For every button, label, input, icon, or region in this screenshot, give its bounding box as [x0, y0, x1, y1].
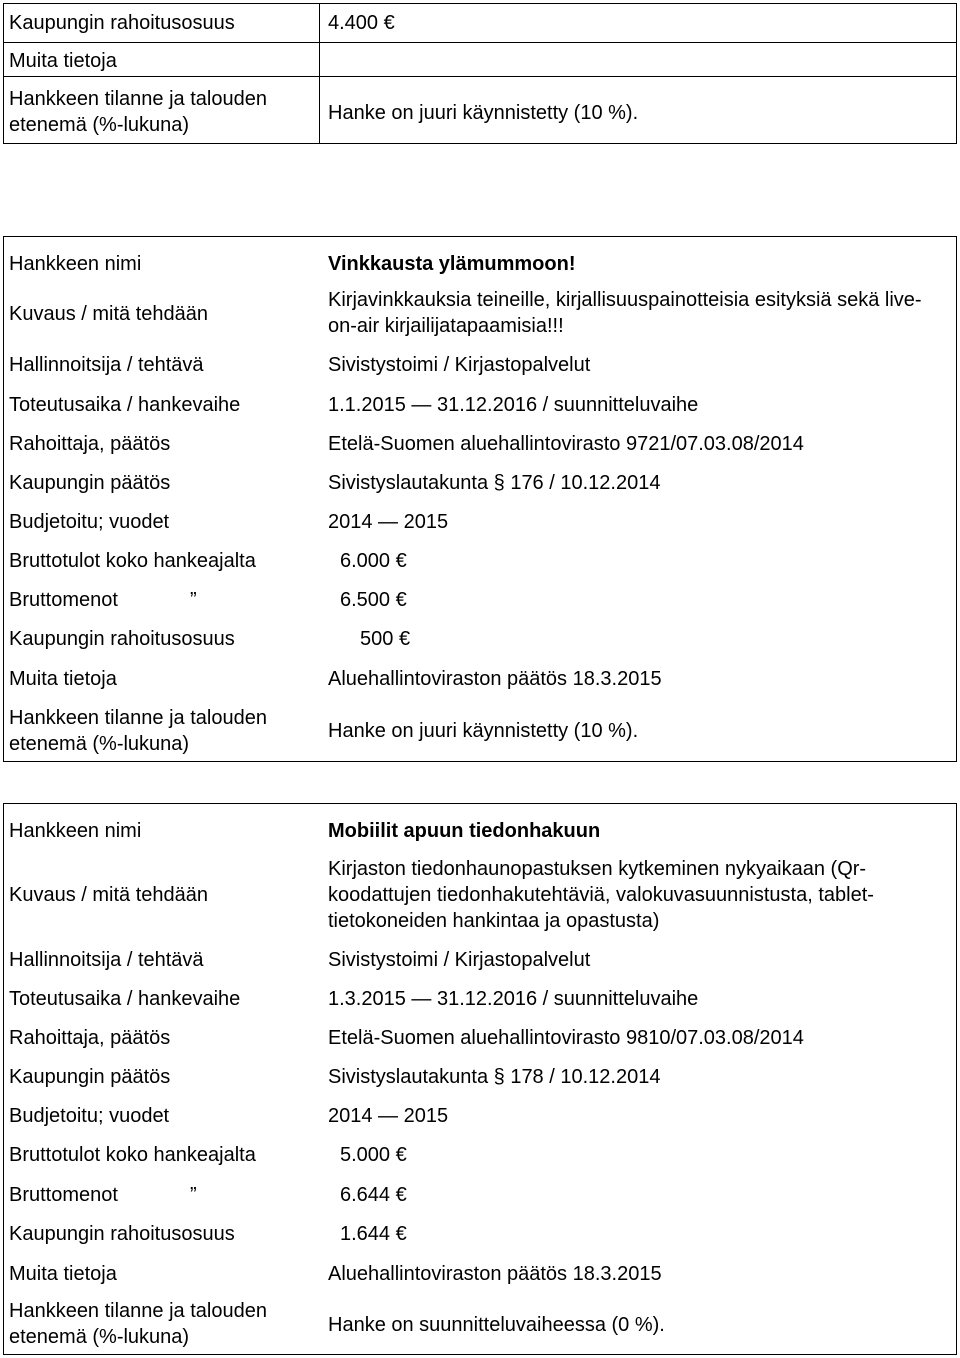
funder-value: Etelä-Suomen aluehallintovirasto 9810/07.03.08/2014 — [328, 1027, 804, 1049]
city-decision-label: Kaupungin päätös — [9, 1066, 171, 1088]
administrator-value: Sivistystoimi / Kirjastopalvelut — [328, 949, 591, 971]
funder-label: Rahoittaja, päätös — [9, 1027, 171, 1049]
gross-income-value: 5.000 € — [340, 1144, 407, 1166]
other-info-value: Aluehallintoviraston päätös 18.3.2015 — [328, 1263, 662, 1285]
other-info-label: Muita tietoja — [9, 668, 117, 690]
gross-income-value: 6.000 € — [340, 550, 407, 572]
description-label: Kuvaus / mitä tehdään — [9, 303, 209, 325]
project-name: Mobiilit apuun tiedonhakuun — [328, 820, 601, 842]
gross-expense-label: Bruttomenot — [9, 589, 118, 611]
schedule-value: 1.3.2015 — 31.12.2016 / suunnitteluvaihe — [328, 988, 699, 1010]
status-label: Hankkeen tilanne ja talouden etenemä (%-lukuna) — [9, 707, 267, 755]
project-name-label: Hankkeen nimi — [9, 820, 142, 842]
description-value: Kirjaston tiedonhaunopastuksen kytkeminen nykyaikaan (Qr-koodattujen tiedonhakutehtäviä, valokuvasuunnistusta, tablet-tietokoneiden hankintaa ja opastusta) — [328, 858, 874, 932]
status-value: Hanke on suunnitteluvaiheessa (0 %). — [328, 1314, 665, 1336]
status-label: Hankkeen tilanne ja talouden etenemä (%-lukuna) — [9, 88, 267, 136]
euro-icon: € — [395, 1144, 407, 1166]
other-info-value: Aluehallintoviraston päätös 18.3.2015 — [328, 668, 662, 690]
status-value: Hanke on juuri käynnistetty (10 %). — [328, 720, 639, 742]
ditto-mark: ” — [190, 589, 197, 611]
budget-label: Budjetoitu; vuodet — [9, 1105, 170, 1127]
administrator-label: Hallinnoitsija / tehtävä — [9, 949, 204, 971]
ditto-mark: ” — [190, 1184, 197, 1206]
gross-income-label: Bruttotulot koko hankeajalta — [9, 1144, 256, 1166]
gross-income-label: Bruttotulot koko hankeajalta — [9, 550, 256, 572]
row-divider — [4, 76, 956, 77]
city-decision-value: Sivistyslautakunta § 178 / 10.12.2014 — [328, 1066, 661, 1088]
schedule-label: Toteutusaika / hankevaihe — [9, 394, 241, 416]
project-name: Vinkkausta ylämummoon! — [328, 253, 576, 275]
euro-icon: € — [395, 550, 407, 572]
euro-icon: € — [383, 12, 395, 34]
funder-value: Etelä-Suomen aluehallintovirasto 9721/07.03.08/2014 — [328, 433, 804, 455]
status-value: Hanke on juuri käynnistetty (10 %). — [328, 102, 639, 124]
euro-icon: € — [395, 589, 407, 611]
budget-years: 2014 — 2015 — [328, 511, 449, 533]
other-info-label: Muita tietoja — [9, 50, 117, 72]
schedule-label: Toteutusaika / hankevaihe — [9, 988, 241, 1010]
city-decision-value: Sivistyslautakunta § 176 / 10.12.2014 — [328, 472, 661, 494]
funding-value: 4.400 € — [328, 12, 395, 34]
city-decision-label: Kaupungin päätös — [9, 472, 171, 494]
euro-icon: € — [395, 1184, 407, 1206]
project-name-label: Hankkeen nimi — [9, 253, 142, 275]
euro-icon: € — [398, 628, 411, 650]
euro-icon: € — [395, 1223, 407, 1245]
column-divider — [319, 4, 320, 143]
gross-expense-value: 6.500 € — [340, 589, 407, 611]
budget-years: 2014 — 2015 — [328, 1105, 449, 1127]
administrator-label: Hallinnoitsija / tehtävä — [9, 354, 204, 376]
city-funding-label: Kaupungin rahoitusosuus — [9, 628, 235, 650]
administrator-value: Sivistystoimi / Kirjastopalvelut — [328, 354, 591, 376]
description-value: Kirjavinkkauksia teineille, kirjallisuuspainotteisia esityksiä sekä live-on-air kirjailijatapaamisia!!! — [328, 289, 922, 337]
gross-expense-label: Bruttomenot — [9, 1184, 118, 1206]
description-label: Kuvaus / mitä tehdään — [9, 884, 209, 906]
funding-label: Kaupungin rahoitusosuus — [9, 12, 235, 34]
status-label: Hankkeen tilanne ja talouden etenemä (%-lukuna) — [9, 1300, 267, 1348]
schedule-value: 1.1.2015 — 31.12.2016 / suunnitteluvaihe — [328, 394, 699, 416]
funder-label: Rahoittaja, päätös — [9, 433, 171, 455]
other-info-label: Muita tietoja — [9, 1263, 117, 1285]
budget-label: Budjetoitu; vuodet — [9, 511, 170, 533]
row-divider — [4, 42, 956, 43]
gross-expense-value: 6.644 € — [340, 1184, 407, 1206]
city-funding-value: 500 € — [360, 628, 411, 650]
city-funding-label: Kaupungin rahoitusosuus — [9, 1223, 235, 1245]
city-funding-value: 1.644 € — [340, 1223, 407, 1245]
